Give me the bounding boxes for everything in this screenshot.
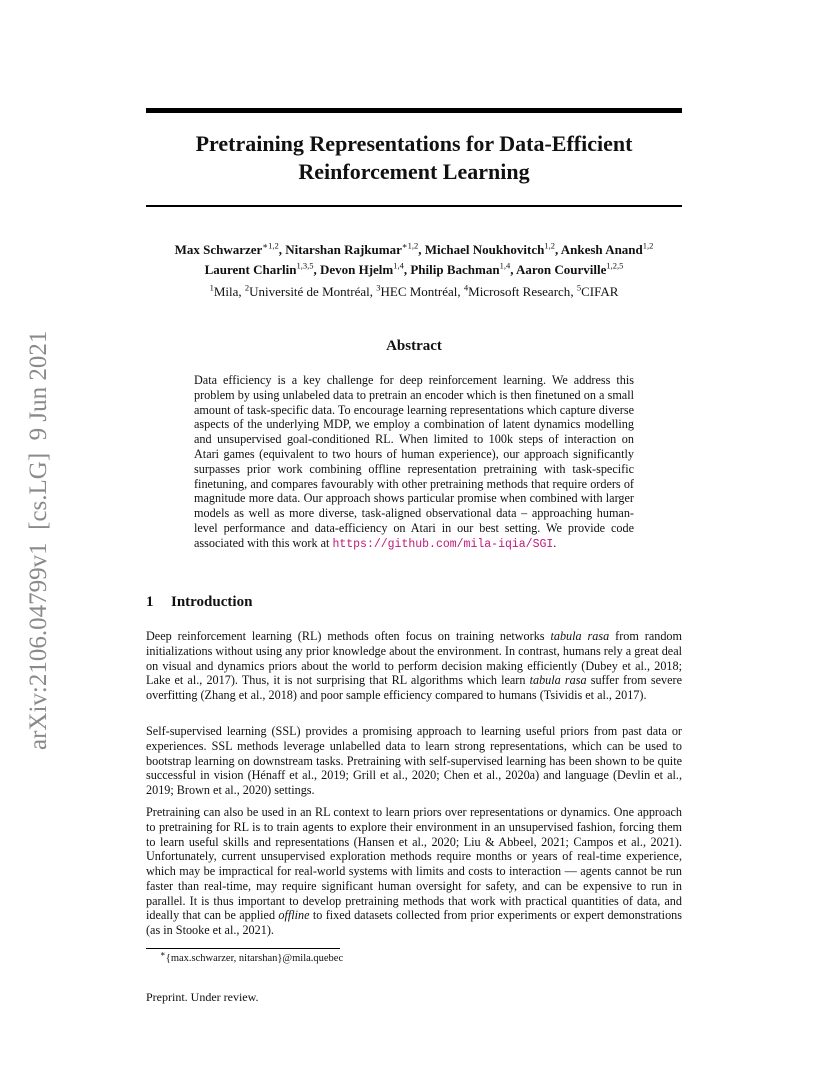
author-sup: 1,2,5	[606, 260, 624, 271]
author-name: Philip Bachman	[410, 262, 500, 277]
author-sup: 1,2	[544, 240, 555, 251]
title-bottom-rule	[146, 205, 682, 207]
code-link[interactable]: https://github.com/mila-iqia/SGI	[332, 537, 554, 551]
affil-name: Université de Montréal	[249, 284, 370, 299]
author-name: Aaron Courville	[516, 262, 607, 277]
author-name: Nitarshan Rajkumar	[285, 242, 402, 257]
abstract-body: Data efficiency is a key challenge for deep reinforcement learning. We address this problem by using unlabeled data to pretrain an encoder which is then finetuned on a small amount of task-specific data. To encourage learning representations which capture diverse aspects of the underlying MDP, we employ a combination of latent dynamics modelling and unsupervised goal-conditioned RL. When limited to 100k steps of interaction on Atari games (equivalent to two hours of human experience), our approach significantly surpasses prior work combining offline representation pretraining with task-specific finetuning, and compares favourably with other pretraining methods that require orders of magnitude more data. Our approach shows particular promise when combined with larger models as well as more diverse, task-aligned observational data – approaching human-level performance and data-efficiency on Atari in our best setting. We provide code associated with this work at https://github.com/mila-iqia/SGI.	[194, 373, 634, 551]
author-name: Michael Noukhovitch	[424, 242, 545, 257]
abstract-text: Data efficiency is a key challenge for deep reinforcement learning. We address this problem by using unlabeled data to pretrain an encoder which is then finetuned on a small amount of task-specific data. To encourage learning representations which capture diverse aspects of the underlying MDP, we employ a combination of latent dynamics modelling and unsupervised goal-conditioned RL. When limited to 100k steps of interaction on Atari games (equivalent to two hours of human experience), our approach significantly surpasses prior work combining offline representation pretraining with task-specific finetuning, and compares favourably with other pretraining methods that require orders of magnitude more data. Our approach shows particular promise when combined with larger models as well as more diverse, task-aligned observational data – approaching human-level performance and data-efficiency on Atari in our best setting. We provide code associated with this work at	[194, 373, 634, 550]
affil-name: CIFAR	[581, 284, 619, 299]
emphasis: tabula rasa	[550, 629, 610, 643]
preprint-note: Preprint. Under review.	[146, 990, 259, 1004]
author-sup: 1,3,5	[296, 260, 314, 271]
intro-paragraph-2: Self-supervised learning (SSL) provides a promising approach to learning useful priors from past data or experiences. SSL methods leverage unlabelled data to learn strong representations, which can be used to bootstrap learning on downstream tasks. Pretraining with self-supervised learning has been shown to be quite successful in vision (Hénaff et al., 2019; Grill et al., 2020; Chen et al., 2020a) and language (Devlin et al., 2019; Brown et al., 2020) settings.	[146, 724, 682, 797]
text-span: Deep reinforcement learning (RL) methods often focus on training networks	[146, 629, 551, 643]
author-name: Devon Hjelm	[319, 262, 394, 277]
author-name: Max Schwarzer	[174, 242, 263, 257]
paper-title	[146, 130, 682, 186]
affil-name: Mila	[213, 284, 239, 299]
text-span: from random initializations without using any prior knowledge about the environment. In contrast, humans rely a great deal on visual and dynamics priors about the world to perform decision making efficiently (Dubey et al., 2018; Lake et al., 2017). Thus, it is not surprising that RL algorithms which learn	[146, 629, 682, 688]
footnote-rule	[146, 948, 340, 949]
intro-paragraph-3	[146, 805, 682, 938]
affil-sup: 5	[576, 282, 582, 293]
text-span: suffer from severe overfitting (Zhang et al., 2018) and poor sample efficiency compared to humans (Tsividis et al., 2017).	[146, 673, 682, 702]
title-line-1: Pretraining Representations for Data-Efficient	[195, 131, 633, 156]
author-sup: ∗1,2	[401, 240, 419, 251]
affil-sup: 2	[244, 282, 250, 293]
affiliations: $^1$Mila, $^2$Université de Montréal, $^3$HEC Montréal, $^4$Microsoft Research, $^5$CIFAR	[209, 282, 619, 299]
section-number: 1	[146, 594, 154, 610]
section-title: Introduction	[171, 594, 253, 610]
arxiv-stamp: arXiv:2106.04799v1 [cs.LG] 9 Jun 2021	[25, 330, 52, 750]
affil-name: HEC Montréal	[380, 284, 458, 299]
author-sup: 1,2	[642, 240, 654, 251]
author-sup: 1,4	[393, 260, 404, 271]
intro-paragraph-1	[146, 629, 682, 703]
emphasis: offline	[278, 908, 310, 923]
footnote	[160, 948, 344, 965]
affil-sup: 3	[376, 282, 381, 293]
author-list: Max Schwarzer$^{∗1,2}$, Nitarshan Rajkumar$^{∗1,2}$, Michael Noukhovitch$^{1,2}$, Ankesh Anand$^{1,2}$ Laurent Charlin$^{1,3,5}$, Devon Hjelm$^{1,4}$, Philip Bachman$^{1,4}$, Aaron Courville$^{1,2,5}$	[174, 240, 654, 277]
affil-name: Microsoft Research	[468, 284, 571, 299]
abstract-heading: Abstract	[386, 338, 442, 354]
affil-sup: 4	[463, 282, 469, 293]
text-span: to fixed datasets collected from prior experiments or expert demonstrations (as in Stooke et al., 2021).	[146, 908, 682, 937]
author-name: Laurent Charlin	[204, 262, 297, 277]
title-top-rule	[146, 108, 682, 113]
title-line-2: Reinforcement Learning	[298, 159, 530, 184]
footnote-text: {max.schwarzer, nitarshan}@mila.quebec	[165, 953, 344, 964]
emphasis: tabula rasa	[529, 673, 587, 688]
affil-sup: 1	[209, 282, 214, 293]
author-sup: 1,4	[499, 260, 511, 271]
footnote-mark: ∗	[160, 948, 166, 959]
text-span: Pretraining can also be used in an RL context to learn priors over representations or dynamics. One approach to pretraining for RL is to train agents to explore their environment in an unsupervised fashion, forcing them to learn useful skills and representations (Hansen et al., 2020; Liu & Abbeel, 2021; Campos et al., 2021). Unfortunately, current unsupervised exploration methods require months or years of real-time experience, which may be impractical for real-world systems with limits and costs to interaction — agents cannot be run faster than real-time, may require significant human oversight for safety, and can be expensive to run in parallel. It is thus important to develop pretraining methods that work with practical quantities of data, and ideally that can be applied	[146, 805, 682, 923]
author-name: Ankesh Anand	[560, 242, 643, 257]
section-heading	[146, 594, 682, 611]
author-sup: ∗1,2	[262, 240, 279, 251]
